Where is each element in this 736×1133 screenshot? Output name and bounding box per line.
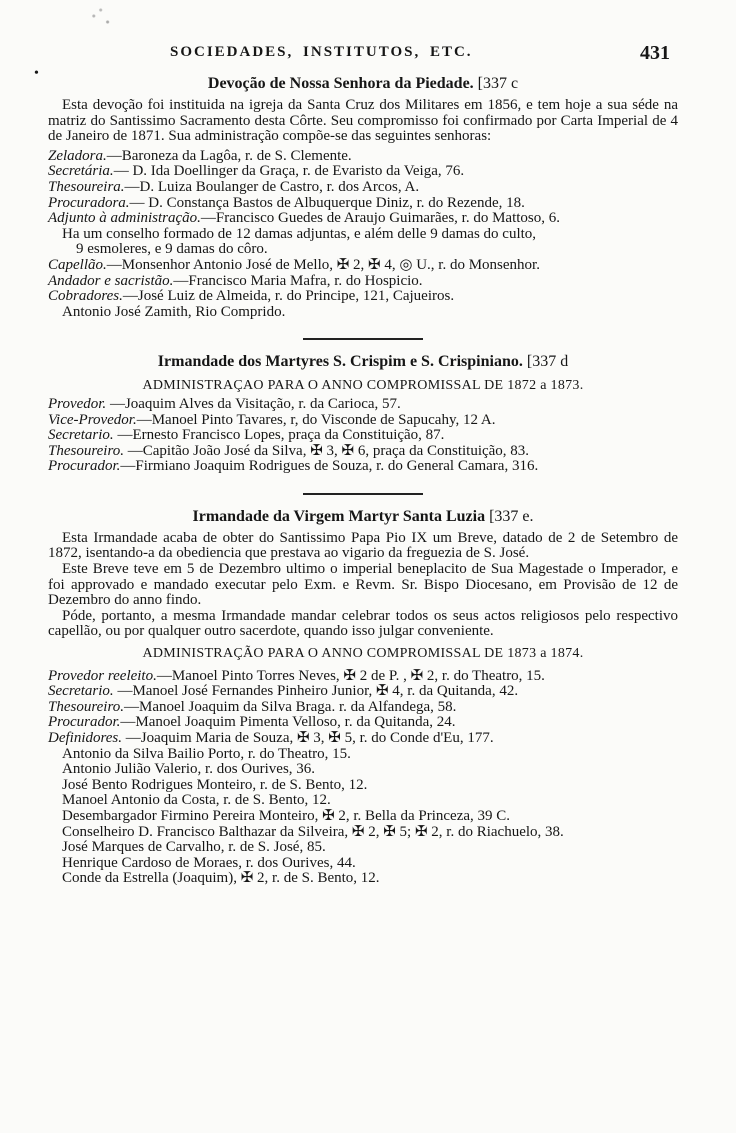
role-entry	[48, 700, 678, 716]
role-text: —Manoel Joaquim da Silva Braga. r. da Alfandega, 58.	[123, 698, 457, 715]
role-entry	[48, 196, 678, 212]
member-line: Antonio da Silva Bailio Porto, r. do Theatro, 15.	[62, 745, 351, 762]
administration-heading: ADMINISTRAÇAO PARA O ANNO COMPROMISSAL DE 1872 a 1873.	[142, 378, 584, 394]
role-entry	[48, 428, 678, 444]
section-santa-luzia	[48, 507, 678, 887]
role-label: Thesoureiro.	[48, 698, 124, 715]
role-text: —Francisco Guedes de Araujo Guimarães, r. do Mattoso, 6.	[200, 210, 561, 227]
role-text: — D. Ida Doellinger da Graça, r. de Evaristo da Veiga, 76.	[113, 163, 465, 180]
role-text: —Joaquim Alves da Visitação, r. da Carioca, 57.	[106, 395, 401, 412]
section-title	[48, 74, 678, 94]
role-entry	[48, 149, 678, 165]
member-line: Antonio Julião Valerio, r. dos Ourives, 36.	[62, 761, 316, 778]
role-entry	[48, 459, 678, 475]
role-text: —Monsenhor Antonio José de Mello, ✠ 2, ✠ 4, ◎ U., r. do Monsenhor.	[106, 256, 540, 273]
role-text: —Francisco Maria Mafra, r. do Hospicio.	[173, 272, 423, 289]
member-line: José Bento Rodrigues Monteiro, r. de S. Bento, 12.	[62, 776, 368, 793]
role-entry	[48, 715, 678, 731]
paragraph: Esta Irmandade acaba de obter do Santissimo Papa Pio IX um Breve, datado de 2 de Setembro de 1872, isentando-a da obediencia que prestava ao vigario da freguezia de S. José.	[48, 529, 678, 562]
ink-stain	[80, 4, 126, 34]
section-ref: [337 e.	[489, 507, 534, 525]
note-line: 9 esmoleres, e 9 damas do côro.	[76, 241, 268, 258]
role-label: Procuradora.	[48, 194, 130, 211]
role-text: —Joaquim Maria de Souza, ✠ 3, ✠ 5, r. do Conde d'Eu, 177.	[122, 730, 494, 746]
role-label: Provedor.	[48, 395, 107, 412]
administration-heading: ADMINISTRAÇÃO PARA O ANNO COMPROMISSAL DE 1873 a 1874.	[142, 646, 584, 662]
role-text: —D. Luiza Boulanger de Castro, r. dos Arcos, A.	[124, 178, 420, 195]
role-entry	[48, 274, 678, 290]
role-label: Procurador.	[48, 714, 121, 731]
member-line: Desembargador Firmino Pereira Monteiro, ✠ 2, r. Bella da Princeza, 39 C.	[62, 807, 511, 824]
section-martyres	[48, 352, 678, 475]
role-text: —Baroneza da Lagôa, r. de S. Clemente.	[106, 147, 352, 164]
role-label: Adjunto à administração.	[48, 210, 201, 227]
role-text: —Manoel Pinto Torres Neves, ✠ 2 de P. , ✠ 2, r. do Theatro, 15.	[156, 667, 545, 684]
role-label: Provedor reeleito.	[48, 667, 157, 684]
member-line: Manoel Antonio da Costa, r. de S. Bento, 12.	[62, 792, 331, 809]
running-head: SOCIEDADES, INSTITUTOS, ETC.	[170, 44, 473, 60]
role-label: Cobradores.	[48, 288, 123, 305]
role-text: —Manoel Joaquim Pimenta Velloso, r. da Quitanda, 24.	[120, 714, 456, 731]
paragraph: Póde, portanto, a mesma Irmandade mandar celebrar todos os seus actos religiosos pelo respectivo capellão, ou por qualquer outro sacerdote, quando isso julgar conveniente.	[48, 607, 678, 640]
section-title-text: Irmandade dos Martyres S. Crispim e S. Crispiniano.	[157, 353, 523, 371]
section-title-text: Devoção de Nossa Senhora da Piedade.	[207, 75, 474, 92]
paragraph: Este Breve teve em 5 de Dezembro ultimo o imperial beneplacito de Sua Magestade o Imperador, e foi approvado e mandado executar pelo Exm. e Revm. Sr. Bispo Diocesano, em Provisão de 12 de Dezembro do anno findo.	[48, 561, 678, 609]
role-label: Thesoureiro.	[48, 442, 124, 459]
role-label: Thesoureira.	[48, 178, 125, 195]
role-label: Definidores.	[48, 730, 123, 746]
role-label: Zeladora.	[48, 147, 107, 164]
role-text: —Firmiano Joaquim Rodrigues de Souza, r. do General Camara, 316.	[120, 458, 539, 475]
role-entry	[48, 164, 678, 180]
role-entry	[48, 180, 678, 196]
role-entry	[48, 211, 678, 227]
role-entry	[48, 397, 678, 413]
role-entry	[48, 731, 678, 747]
member-line: Conselheiro D. Francisco Balthazar da Silveira, ✠ 2, ✠ 5; ✠ 2, r. do Riachuelo, 38.	[62, 823, 564, 840]
role-label: Andador e sacristão.	[48, 272, 174, 289]
role-text: —Ernesto Francisco Lopes, praça da Constituição, 87.	[113, 427, 445, 444]
role-entry	[48, 258, 678, 274]
section-divider	[303, 493, 423, 495]
role-entry	[48, 289, 678, 305]
role-label: Secretario.	[48, 427, 114, 444]
role-label: Procurador.	[48, 458, 121, 475]
role-text: —Manoel José Fernandes Pinheiro Junior, ✠ 4, r. da Quitanda, 42.	[113, 683, 519, 700]
section-title	[48, 352, 678, 372]
role-label: Capellão.	[48, 256, 107, 273]
tail-line: Antonio José Zamith, Rio Comprido.	[62, 303, 286, 320]
note-line: Ha um conselho formado de 12 damas adjuntas, e além delle 9 damas do culto,	[62, 225, 537, 242]
role-text: —Capitão João José da Silva, ✠ 3, ✠ 6, praça da Constituição, 83.	[123, 442, 530, 459]
role-label: Secretária.	[48, 163, 114, 180]
role-label: Vice-Provedor.	[48, 411, 137, 428]
role-entry	[48, 684, 678, 700]
section-divider	[303, 338, 423, 340]
role-text: —José Luiz de Almeida, r. do Principe, 121, Cajueiros.	[122, 288, 455, 305]
margin-dot: •	[34, 66, 39, 81]
member-line: José Marques de Carvalho, r. de S. José, 85.	[62, 839, 326, 856]
paragraph: Esta devoção foi instituida na igreja da Santa Cruz dos Militares em 1856, e tem hoje a sua séde na matriz do Santissimo Sacramento desta Côrte. Seu compromisso foi confirmado por Carta Imperial de 4 de Janeiro de 1871. Sua administração compõe-se das seguintes senhoras:	[48, 97, 678, 145]
role-entry	[48, 444, 678, 460]
role-entry	[48, 413, 678, 429]
section-devocao	[48, 74, 678, 320]
role-text: — D. Constança Bastos de Albuquerque Diniz, r. do Rezende, 18.	[129, 194, 525, 211]
member-line: Henrique Cardoso de Moraes, r. dos Ourives, 44.	[62, 854, 356, 871]
page-body	[48, 74, 678, 887]
section-title-text: Irmandade da Virgem Martyr Santa Luzia	[192, 507, 486, 525]
section-title	[48, 507, 678, 527]
section-ref: [337 d	[526, 353, 569, 371]
role-entry	[48, 669, 678, 685]
role-text: —Manoel Pinto Tavares, r, do Visconde de Sapucahy, 12 A.	[136, 411, 496, 428]
page-number: 431	[640, 42, 670, 64]
section-ref: [337 c	[477, 75, 519, 92]
role-label: Secretario.	[48, 683, 114, 700]
member-line: Conde da Estrella (Joaquim), ✠ 2, r. de S. Bento, 12.	[62, 870, 380, 887]
